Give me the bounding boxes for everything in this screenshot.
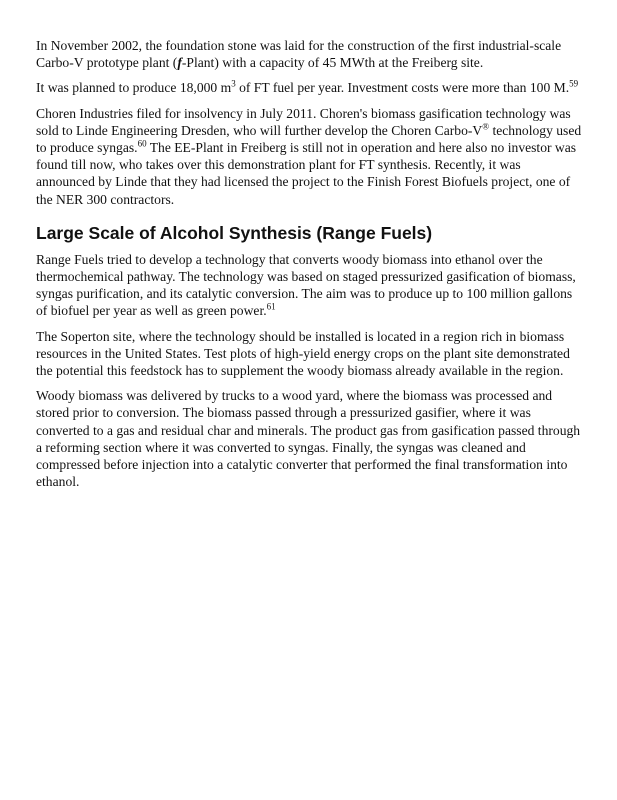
f-plant-letter: f — [177, 55, 182, 71]
paragraph-text: It was planned to produce 18,000 m — [36, 80, 232, 96]
footnote-ref-59: 59 — [569, 78, 579, 89]
paragraph-text: -Plant) with a capacity of 45 MWth at the Freiberg site. — [181, 55, 484, 71]
document-page — [36, 37, 582, 498]
paragraph-text: Range Fuels tried to develop a technology that converts woody biomass into ethanol over the thermochemical pathway. The technology was based on staged pressurized gasification of biomass, syngas purification, and its catalytic conversion. The aim was to produce up to 100 million gallons of biofuel per year as well as green power. — [36, 251, 576, 319]
paragraph-woody-biomass-process: Woody biomass was delivered by trucks to a wood yard, where the biomass was processed and stored prior to conversion. The biomass passed through a pressurized gasifier, where it was converted to a gas and residual char and minerals. The product gas from gasification passed through a reforming section where it was converted to syngas. Finally, the syngas was cleaned and compressed before injection into a catalytic converter that performed the final transformation into ethanol. — [36, 388, 581, 490]
section-heading: Large Scale of Alcohol Synthesis (Range Fuels) — [36, 222, 433, 243]
paragraph-soperton-site: The Soperton site, where the technology should be installed is located in a region rich in biomass resources in the United States. Test plots of high-yield energy crops on the plant site demonstrated the potential this feedstock has to supplement the woody biomass already available in the region. — [36, 328, 570, 379]
registered-mark: ® — [482, 121, 490, 132]
paragraph-carbo-v-plant — [36, 37, 582, 71]
paragraph-choren-insolvency — [36, 105, 582, 208]
paragraph-text: The EE-Plant in Freiberg is still not in operation and here also no investor was found till now, who takes over this demonstration plant for FT synthesis. Recently, it was announced by Linde that they had licensed the project to the Finish Forest Biofuels project, one of the NER 300 contractors. — [36, 140, 577, 207]
paragraph-text: Choren Industries filed for insolvency in July 2011. Choren's biomass gasification technology was sold to Linde Engineering Dresden, who will further develop the Choren Carbo-V — [36, 105, 571, 138]
paragraph-text: of FT fuel per year. Investment costs were more than 100 M. — [235, 80, 570, 96]
paragraph-text: In November 2002, the foundation stone was laid for the construction of the first industrial-scale Carbo-V prototype plant ( — [36, 38, 562, 71]
superscript-cubed: 3 — [231, 78, 236, 89]
footnote-ref-60: 60 — [137, 138, 147, 149]
paragraph-text: technology used to produce syngas. — [36, 122, 582, 156]
paragraph-production-plan — [36, 79, 582, 96]
footnote-ref-61: 61 — [266, 301, 276, 312]
paragraph-range-fuels — [36, 251, 582, 320]
